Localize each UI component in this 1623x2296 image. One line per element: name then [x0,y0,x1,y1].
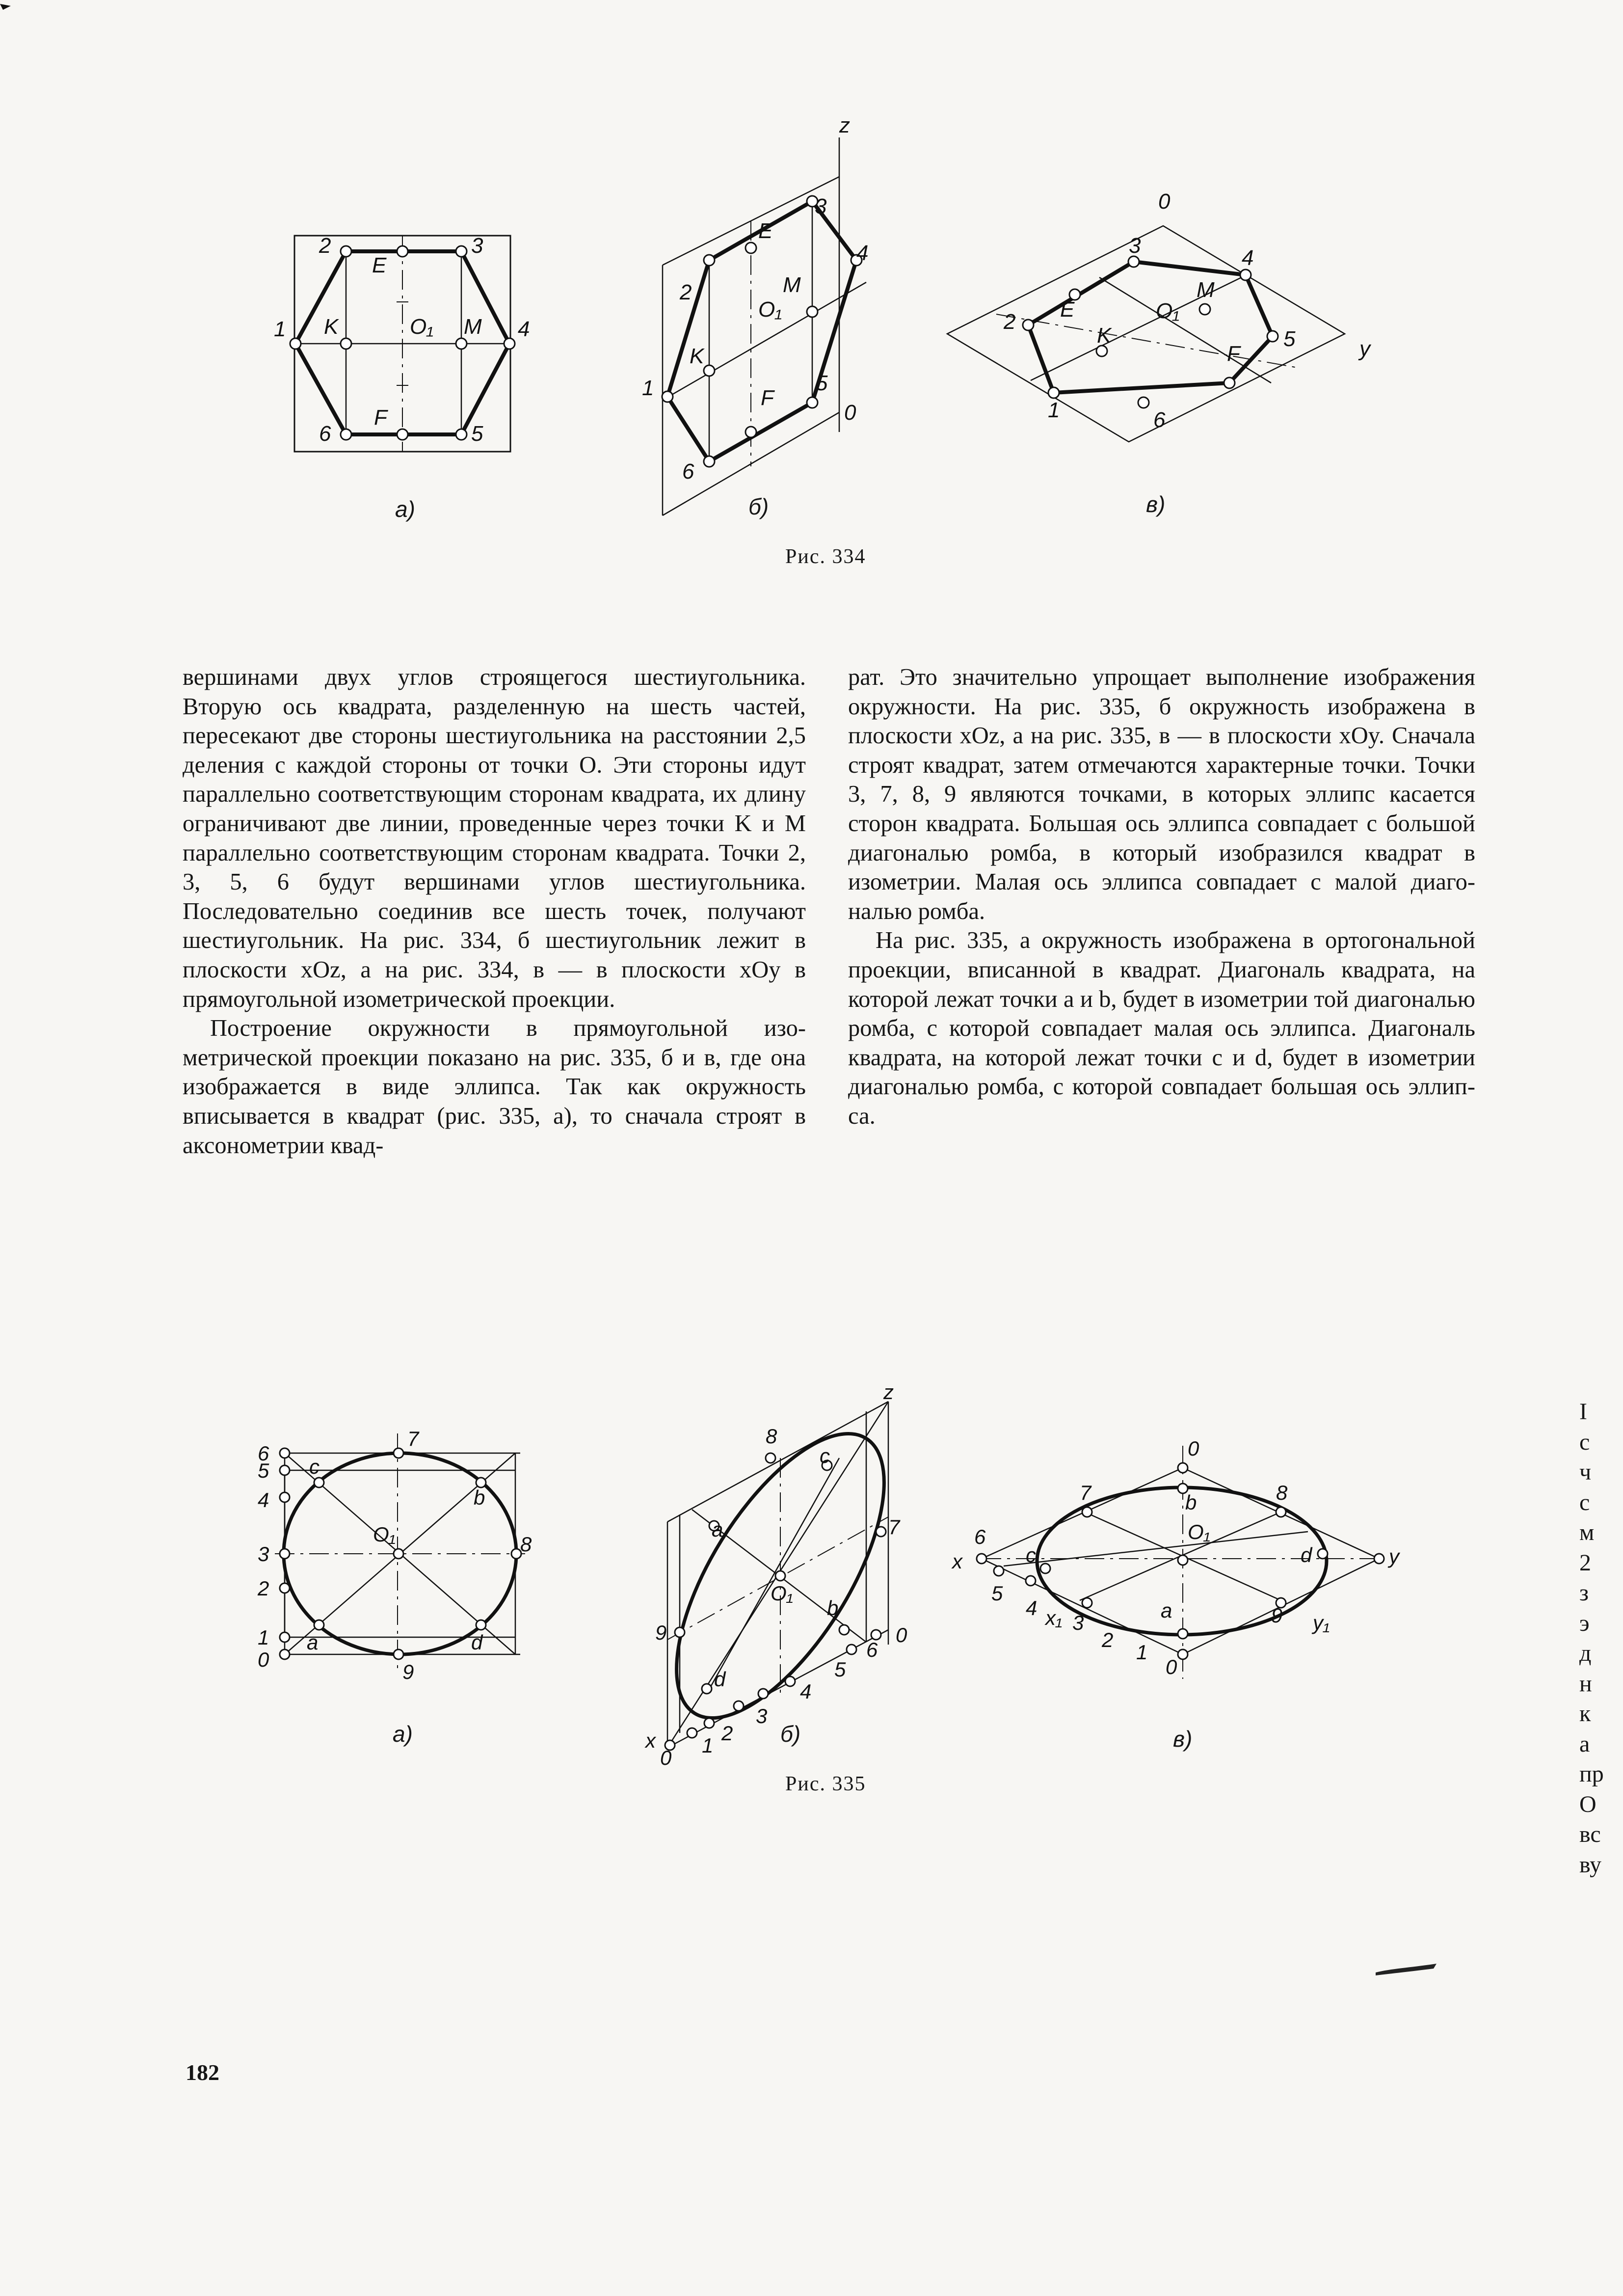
text-right-column [848,663,1475,1131]
fig334-v-label-F: F [1227,342,1240,366]
fig334-v-label-3: 3 [1129,234,1141,258]
fig335-a [245,1419,559,1694]
fig335-v-label-0a: 0 [1188,1437,1199,1460]
edge-fragment: вс [1579,1821,1601,1847]
fig334-v-axis-y: y [1359,337,1370,361]
fig335-a-label-a: a [307,1631,319,1654]
fig335-b-axis-z: z [883,1384,894,1404]
fig335-v-label-2: 2 [1102,1628,1114,1651]
fig334-v-label-M: M [1197,278,1215,302]
fig334-a-label-4: 4 [518,317,530,341]
fig335-b-label-O1: O₁ [771,1582,793,1605]
right-paragraph-1: рат. Это значительно упрощает выполнение изображения окружности. На рис. 335, б окружность изображена в плоскости xOz, а на рис. 335, в — в плоскости xOy. Сначала строят квадрат, затем отмечаются характерные точки. Точки 3, 7, 8, 9 являются точками, в которых эллипс касается сторон квадрата. Большая ось эллипса совпадает с большой диагональю ромба, в который изобразился квадрат в изометрии. Малая ось эллипса совпадает с малой диагональю ромба. [848,664,1475,924]
fig334-b-label-2: 2 [680,280,692,304]
fig334-a-label-3: 3 [471,234,483,258]
fig334-v [937,187,1409,461]
fig335-a-label-3: 3 [258,1542,269,1566]
edge-fragment: O [1579,1791,1596,1817]
fig335-b-label-0a: 0 [660,1746,672,1767]
fig335-a-label-2: 2 [258,1577,269,1600]
fig334-b-label-6: 6 [682,459,694,484]
fig335-v-axis-y: y [1389,1545,1399,1568]
fig334-caption: Рис. 334 [785,545,866,568]
fig334-b [633,118,888,525]
fig335-a-label-1: 1 [258,1626,269,1649]
fig334-a-label-F: F [374,405,387,430]
fig334-v-axis-0: 0 [1158,189,1171,214]
fig334-a [265,216,530,491]
fig334-v-label-K: K [1097,324,1112,348]
fig335-a-label-O1: O₁ [373,1523,396,1546]
fig335-a-label-d: d [471,1631,483,1654]
fig335-v-label-0b: 0 [1166,1655,1177,1678]
fig335-b-label-9: 9 [655,1621,667,1644]
fig335-b-label-4: 4 [800,1680,812,1703]
fig335-a-label-b: b [474,1486,485,1509]
fig335-v-label-O1: O₁ [1188,1520,1210,1543]
fig334-b-drawing [633,118,888,525]
fig334-a-label-M: M [464,315,482,339]
fig335-v-label-1: 1 [1136,1641,1148,1664]
fig335-v-label-6: 6 [974,1525,986,1548]
fig334-b-label-1: 1 [642,376,654,400]
fig334-a-label-K: K [324,315,339,339]
fig334-v-label-1: 1 [1048,398,1060,422]
fig335-a-label-5: 5 [258,1459,269,1482]
edge-fragment: н [1579,1670,1592,1697]
edge-fragment: э [1579,1610,1590,1636]
edge-fragment: c [1579,1489,1590,1515]
fig334-b-label-0: 0 [844,401,856,425]
fig335-a-label-7: 7 [407,1427,419,1450]
edge-fragment: I [1579,1399,1587,1425]
fig334-b-label-4: 4 [856,241,869,265]
fig334-a-label-1: 1 [274,317,286,341]
fig334-a-label-E: E [372,253,387,277]
fig335-a-label-c: c [309,1455,319,1478]
fig334-b-label-K: K [690,344,704,368]
fig334-v-label-5: 5 [1283,327,1296,351]
fig335-v [942,1433,1413,1689]
fig334-a-label-5: 5 [471,422,483,446]
fig335-b-label-0b: 0 [896,1623,907,1647]
fig335-v-label-5: 5 [991,1582,1003,1605]
fig335-v-sublabel: в) [1173,1726,1193,1752]
fig335-b-label-c: c [820,1444,830,1467]
fig335-b-label-5: 5 [834,1658,846,1681]
fig335-a-label-4: 4 [258,1488,269,1512]
fig334-b-label-E: E [758,219,773,243]
edge-fragment: c [1579,1429,1590,1455]
fig335-b [633,1384,918,1767]
fig334-b-label-O1: O₁ [758,297,782,322]
fig335-v-label-c: c [1026,1543,1036,1567]
text-left-column [183,663,806,1160]
fig335-b-label-6: 6 [866,1638,878,1661]
fig335-v-axis-y1: y₁ [1313,1611,1330,1634]
fig335-a-label-9: 9 [402,1660,414,1683]
fig335-b-label-1: 1 [702,1734,714,1757]
fig335-a-drawing [245,1419,559,1694]
edge-fragment: к [1579,1701,1591,1727]
fig335-b-label-d: d [714,1668,726,1691]
fig334-v-label-4: 4 [1242,246,1254,270]
fig335-v-label-4: 4 [1026,1596,1038,1620]
fig335-v-label-a: a [1161,1599,1172,1622]
left-paragraph-1: вершинами двух углов строящегося шестиугольника. Вторую ось квадрата, разделенную на шесть частей, пересекают две стороны шестиугольника на расстоянии 2,5 деления с каждой стороны от точки O. Эти стороны идут параллельно соответствующим сторонам квадрата, их длину ограничивают две линии, проведенные через точки K и M параллельно соответствующим сторонам квадрата. Точки 2, 3, 5, 6 будут вершинами углов шестиугольника. Последовательно соединив все шесть точек, получают шестиугольник. На рис. 334, б шестиугольник лежит в плоскости xOz, а на рис. 334, в — в плоскости xOy в прямоугольной изометрической проекции. [183,664,806,1012]
left-paragraph-2: Построение окружности в прямоугольной изометрической проекции показано на рис. 335, б и в, где она изображается в виде эллипса. Так как окружность вписывается в квадрат (рис. 335, а), то сначала строят в аксонометрии квад- [183,1015,806,1159]
edge-fragment: 2 [1579,1549,1591,1576]
fig335-b-label-a: a [712,1518,723,1541]
fig334-v-drawing [937,187,1409,461]
fig334-b-axis-z: z [839,118,850,137]
scan-mark-top-left [0,0,20,20]
fig335-b-label-3: 3 [756,1704,768,1728]
fig335-b-axis-x: x [645,1729,656,1752]
fig334-a-drawing [265,216,530,491]
fig334-v-sublabel: в) [1146,491,1166,517]
fig334-b-label-F: F [761,386,774,410]
edge-fragment: ч [1579,1459,1592,1485]
fig335-v-axis-x1: x₁ [1045,1606,1063,1629]
fig335-a-label-6: 6 [258,1442,269,1465]
fig334-b-label-5: 5 [816,371,828,395]
right-paragraph-2: На рис. 335, а окружность изображена в ортогональной проекции, вписанной в квадрат. Диагональ квадрата, на которой лежат точки a и b, будет в изометрии той диагональю ромба, с которой совпадает малая ось эллипса. Диагональ квадрата, на которой лежат точки c и d, будет в изометрии диагональю ромба, с которой совпадает большая ось эллипса. [848,927,1475,1129]
fig335-v-axis-x: x [952,1550,962,1573]
fig334-a-label-O1: O₁ [410,315,434,339]
fig335-caption: Рис. 335 [785,1773,866,1795]
edge-fragment: м [1579,1519,1595,1545]
fig334-b-label-3: 3 [815,194,827,218]
fig335-b-drawing [633,1384,918,1767]
edge-fragment: з [1579,1580,1589,1606]
page-number: 182 [186,2060,219,2085]
fig335-b-label-7: 7 [888,1515,900,1539]
fig334-v-label-E: E [1060,297,1075,322]
edge-fragment: д [1579,1640,1592,1666]
fig335-v-drawing [942,1433,1413,1689]
edge-fragment: а [1579,1730,1590,1757]
fig335-v-label-3: 3 [1072,1611,1084,1634]
fig334-a-label-6: 6 [319,422,331,446]
fig334-b-label-M: M [783,273,801,297]
fig335-b-label-2: 2 [721,1722,733,1745]
fig334-a-label-2: 2 [319,234,331,258]
fig335-v-label-7: 7 [1080,1481,1091,1504]
fig335-v-label-d: d [1301,1543,1312,1567]
edge-fragment: пр [1579,1761,1604,1787]
fig335-a-label-8: 8 [520,1533,532,1556]
fig334-v-label-2: 2 [1004,310,1016,334]
edge-fragment: ву [1579,1851,1602,1878]
fig335-v-label-b: b [1185,1491,1197,1514]
fig335-v-label-8: 8 [1276,1481,1288,1504]
fig334-a-sublabel: a) [395,496,415,522]
scan-mark-bottom-right [1372,1959,1440,1978]
fig335-b-label-8: 8 [766,1425,777,1448]
fig335-b-label-b: b [827,1596,839,1620]
fig335-a-label-0: 0 [258,1648,269,1671]
fig335-a-sublabel: a) [393,1721,413,1747]
fig335-v-label-9: 9 [1271,1604,1283,1627]
fig334-b-sublabel: б) [748,494,769,519]
facing-page-edge-text [1579,1397,1623,1880]
fig335-b-sublabel: б) [780,1721,801,1747]
fig334-v-label-6: 6 [1153,408,1166,432]
fig334-v-label-O1: O₁ [1156,299,1180,323]
